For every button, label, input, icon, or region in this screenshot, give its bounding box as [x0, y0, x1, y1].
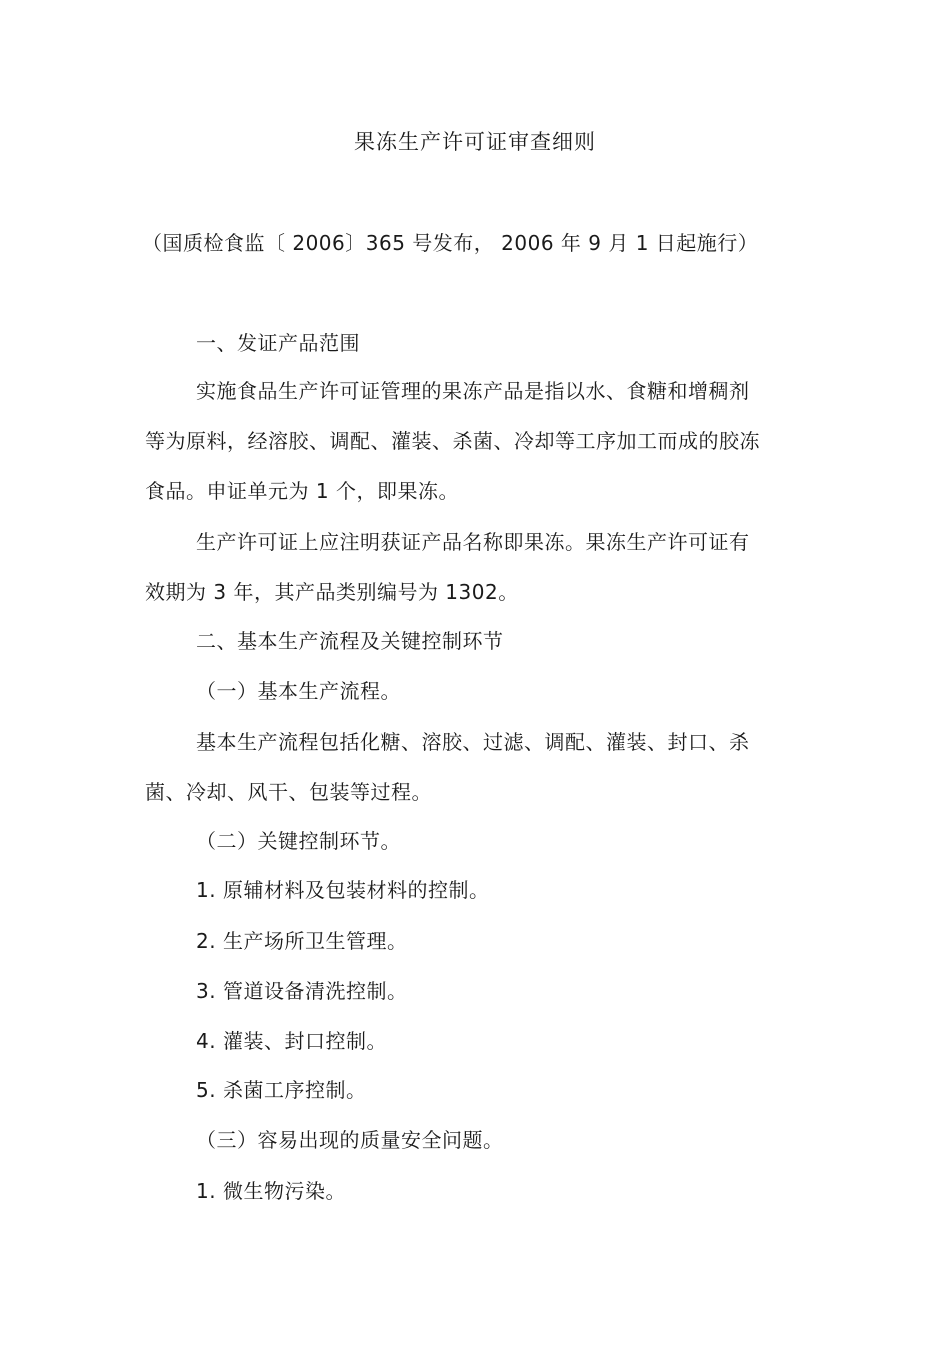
- subsection-heading: （一）基本生产流程。: [196, 679, 401, 703]
- paragraph-line: 效期为 3 年，其产品类别编号为 1302。: [145, 580, 519, 604]
- list-item: 3. 管道设备清洗控制。: [196, 979, 408, 1003]
- list-item: 1. 原辅材料及包装材料的控制。: [196, 878, 490, 902]
- paragraph-line: 生产许可证上应注明获证产品名称即果冻。果冻生产许可证有: [196, 530, 750, 554]
- paragraph-line: 实施食品生产许可证管理的果冻产品是指以水、食糖和增稠剂: [196, 379, 750, 403]
- section-heading-2: 二、基本生产流程及关键控制环节: [196, 629, 504, 653]
- document-title: 果冻生产许可证审查细则: [354, 130, 596, 154]
- subsection-heading: （二）关键控制环节。: [196, 829, 401, 853]
- paragraph-line: 菌、冷却、风干、包装等过程。: [145, 780, 432, 804]
- document-subtitle: （国质检食监〔 2006〕365 号发布， 2006 年 9 月 1 日起施行）: [142, 231, 759, 255]
- list-item: 1. 微生物污染。: [196, 1179, 346, 1203]
- section-heading-1: 一、发证产品范围: [196, 331, 360, 355]
- paragraph-line: 食品。申证单元为 1 个，即果冻。: [145, 479, 459, 503]
- subsection-heading: （三）容易出现的质量安全问题。: [196, 1128, 504, 1152]
- list-item: 2. 生产场所卫生管理。: [196, 929, 408, 953]
- list-item: 4. 灌装、封口控制。: [196, 1029, 387, 1053]
- list-item: 5. 杀菌工序控制。: [196, 1078, 367, 1102]
- paragraph-line: 基本生产流程包括化糖、溶胶、过滤、调配、灌装、封口、杀: [196, 730, 750, 754]
- paragraph-line: 等为原料，经溶胶、调配、灌装、杀菌、冷却等工序加工而成的胶冻: [145, 429, 760, 453]
